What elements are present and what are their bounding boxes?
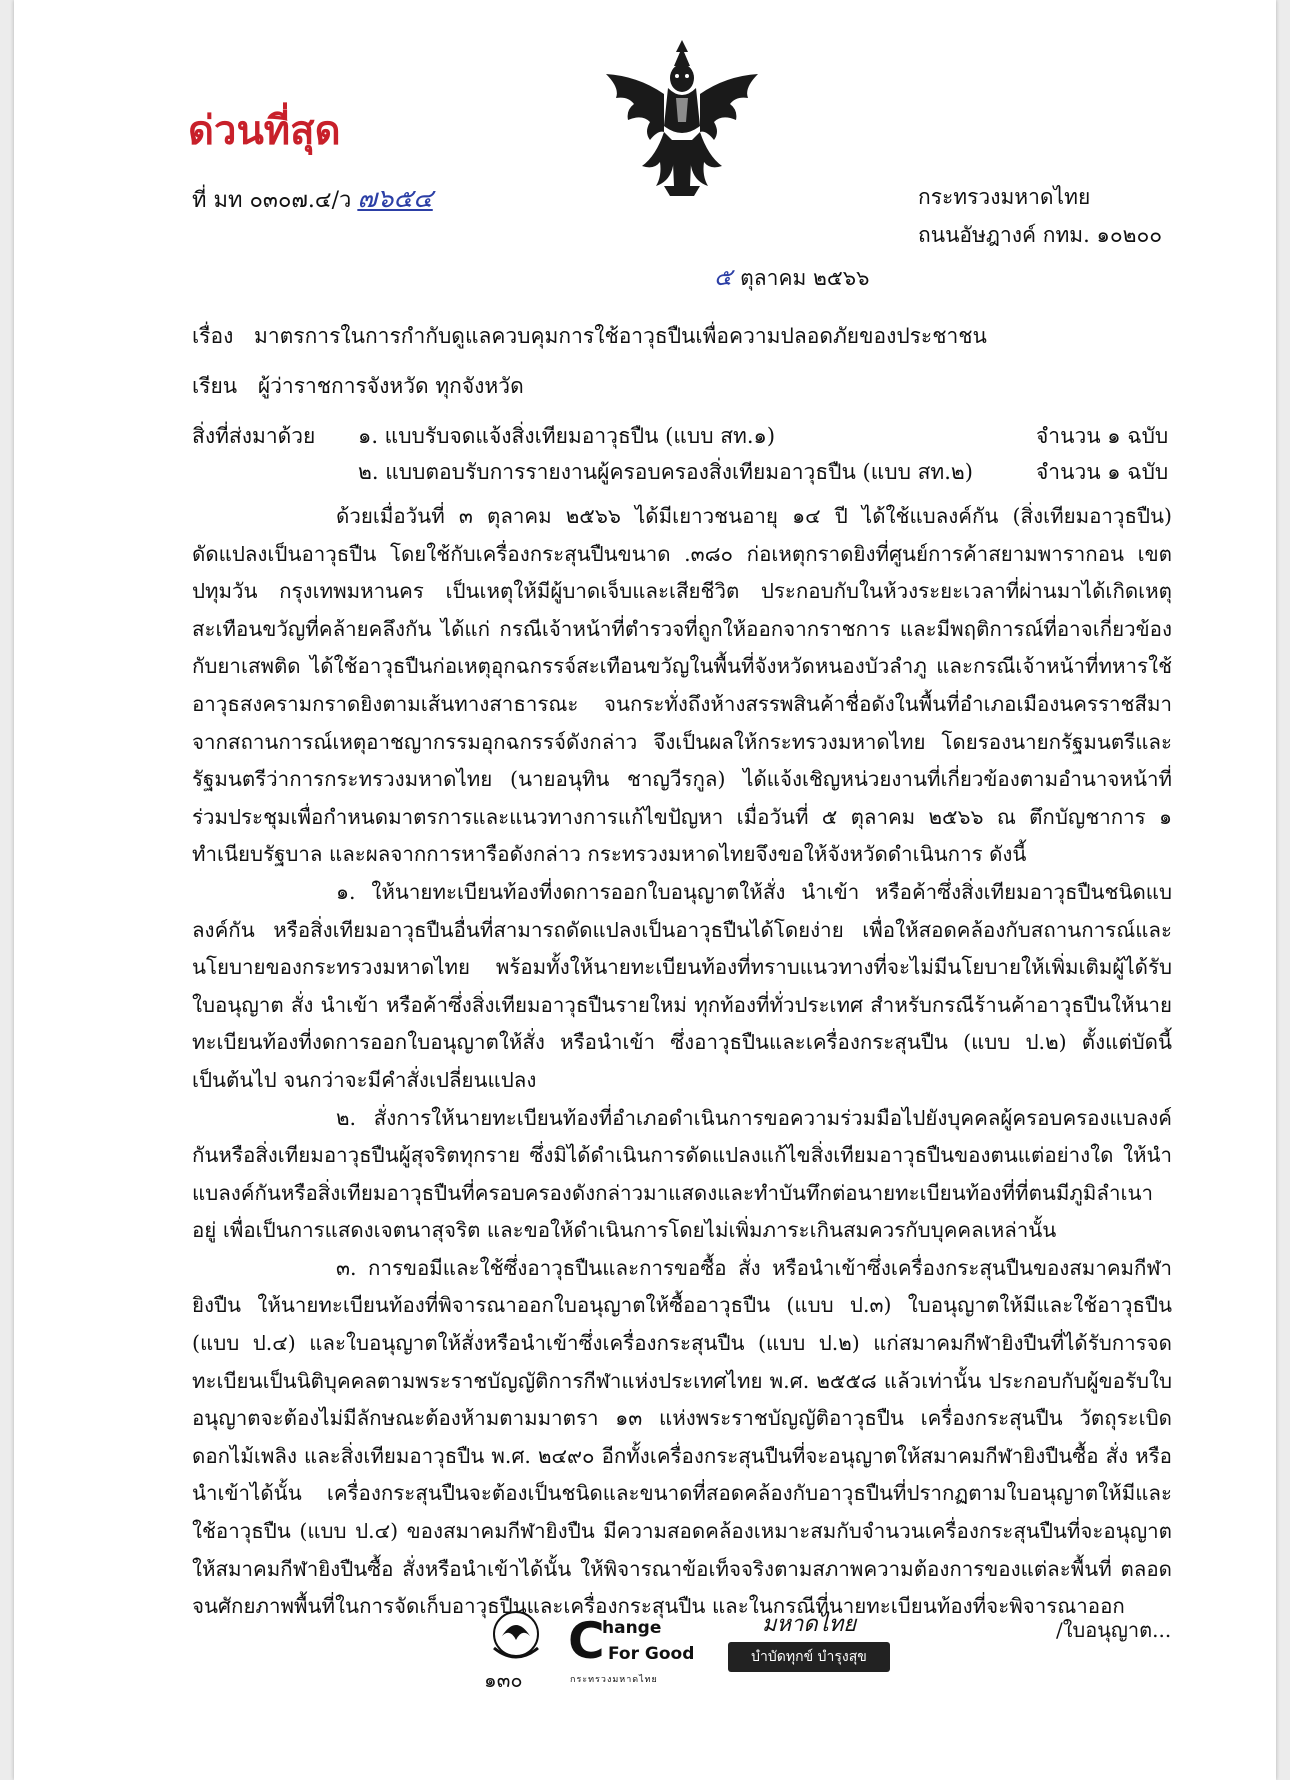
org-name: กระทรวงมหาดไทย [918,185,1091,209]
motto-signature: มหาดไทย [762,1612,857,1637]
body-paragraph-measure-1: ๑. ให้นายทะเบียนท้องที่งดการออกใบอนุญาตให้สั่ง นำเข้า หรือค้าซึ่งสิ่งเทียมอาวุธปืนชนิดแบลงค์กัน หรือสิ่งเทียมอาวุธปืนอื่นที่สามารถดัดแปลงเป็นอาวุธปืนได้โดยง่าย เพื่อให้สอดคล้องกับสถานการณ์และนโยบายของกระทรวงมหาดไทย พร้อมทั้งให้นายทะเบียนท้องที่ทราบแนวทางที่จะไม่มีนโยบายให้เพิ่มเติมผู้ได้รับใบอนุญาต สั่ง นำเข้า หรือค้าซึ่งสิ่งเทียมอาวุธปืนรายใหม่ ทุกท้องที่ทั่วประเทศ สำหรับกรณีร้านค้าอาวุธปืนให้นายทะเบียนท้องที่งดการออกใบอนุญาตให้สั่ง หรือนำเข้า ซึ่งอาวุธปืนและเครื่องกระสุนปืน (แบบ ป.๒) ตั้งแต่บัดนี้เป็นต้นไป จนกว่าจะมีคำสั่งเปลี่ยนแปลง [192,879,1172,1092]
enclosure-quantity: จำนวน ๑ ฉบับ [1036,424,1169,448]
change-for-good-logo [568,1612,698,1684]
subject-label: เรื่อง [192,324,234,348]
change-text: hange [602,1618,662,1638]
enclosure-quantity: จำนวน ๑ ฉบับ [1036,460,1169,484]
body-paragraph-measure-3: ๓. การขอมีและใช้ซึ่งอาวุธปืนและการขอซื้อ สั่ง หรือนำเข้าซึ่งเครื่องกระสุนปืนของสมาคมกีฬายิงปืน ให้นายทะเบียนท้องที่พิจารณาออกใบอนุญาตให้ซื้ออาวุธปืน (แบบ ป.๓) ใบอนุญาตให้มีและใช้อาวุธปืน (แบบ ป.๔) และใบอนุญาตให้สั่งหรือนำเข้าซึ่งเครื่องกระสุนปืน (แบบ ป.๒) แก่สมาคมกีฬายิงปืนที่ได้รับการจดทะเบียนเป็นนิติบุคคลตามพระราชบัญญัติการกีฬาแห่งประเทศไทย พ.ศ. ๒๕๕๘ แล้วเท่านั้น ประกอบกับผู้ขอรับใบอนุญาตจะต้องไม่มีลักษณะต้องห้ามตามมาตรา ๑๓ แห่งพระราชบัญญัติอาวุธปืน เครื่องกระสุนปืน วัตถุระเบิด ดอกไม้เพลิง และสิ่งเทียมอาวุธปืน พ.ศ. ๒๔๙๐ อีกทั้งเครื่องกระสุนปืนที่จะอนุญาตให้สมาคมกีฬายิงปืนซื้อ สั่ง หรือนำเข้าได้นั้น เครื่องกระสุนปืนจะต้องเป็นชนิดและขนาดที่สอดคล้องกับอาวุธปืนที่ปรากฏตามใบอนุญาตให้มีและใช้อาวุธปืน (แบบ ป.๔) ของสมาคมกีฬายิงปืน มีความสอดคล้องเหมาะสมกับจำนวนเครื่องกระสุนปืนที่จะอนุญาตให้สมาคมกีฬายิงปืนซื้อ สั่งหรือนำเข้าได้นั้น ให้พิจารณาข้อเท็จจริงตามสภาพความต้องการของแต่ละพื้นที่ ตลอดจนศักยภาพพื้นที่ในการจัดเก็บอาวุธปืนและเครื่องกระสุนปืน และในกรณีที่นายทะเบียนท้องที่จะพิจารณาออก [192,1255,1172,1619]
reference-prefix: ที่ มท ๐๓๐๗.๔/ว [192,188,352,213]
org-address: ถนนอัษฎางค์ กทม. ๑๐๒๐๐ [918,223,1163,247]
continued-marker: /ใบอนุญาต... [1056,1618,1172,1642]
enclosure-item: ๑. แบบรับจดแจ้งสิ่งเทียมอาวุธปืน (แบบ สท.๑) [358,424,776,448]
reference-number [192,178,433,219]
subject-line [192,320,987,353]
date-month-year: ตุลาคม ๒๕๖๖ [740,266,870,290]
body-paragraph-measure-2: ๒. สั่งการให้นายทะเบียนท้องที่อำเภอดำเนินการขอความร่วมมือไปยังบุคคลผู้ครอบครองแบลงค์กันหรือสิ่งเทียมอาวุธปืนผู้สุจริตทุกราย ซึ่งมิได้ดำเนินการดัดแปลงแก้ไขสิ่งเทียมอาวุธปืนของตนแต่อย่างใด ให้นำแบลงค์กันหรือสิ่งเทียมอาวุธปืนที่ครอบครองดังกล่าวมาแสดงและทำบันทึกต่อนายทะเบียนท้องที่ที่ตนมีภูมิลำเนาอยู่ เพื่อเป็นการแสดงเจตนาสุจริต และขอให้ดำเนินการโดยไม่เพิ่มภาระเกินสมควรกับบุคคลเหล่านั้น [192,1105,1172,1243]
body-paragraph-intro: ด้วยเมื่อวันที่ ๓ ตุลาคม ๒๕๖๖ ได้มีเยาวชนอายุ ๑๔ ปี ได้ใช้แบลงค์กัน (สิ่งเทียมอาวุธปืน) ดัดแปลงเป็นอาวุธปืน โดยใช้กับเครื่องกระสุนปืนขนาด .๓๘๐ ก่อเหตุกราดยิงที่ศูนย์การค้าสยามพารากอน เขตปทุมวัน กรุงเทพมหานคร เป็นเหตุให้มีผู้บาดเจ็บและเสียชีวิต ประกอบกับในห้วงระยะเวลาที่ผ่านมาได้เกิดเหตุสะเทือนขวัญที่คล้ายคลึงกัน ได้แก่ กรณีเจ้าหน้าที่ตำรวจที่ถูกให้ออกจากราชการ และมีพฤติการณ์ที่อาจเกี่ยวข้องกับยาเสพติด ได้ใช้อาวุธปืนก่อเหตุอุกฉกรรจ์สะเทือนขวัญในพื้นที่จังหวัดหนองบัวลำภู และกรณีเจ้าหน้าที่ทหารใช้อาวุธสงครามกราดยิงตามเส้นทางสาธารณะ จนกระทั่งถึงห้างสรรพสินค้าชื่อดังในพื้นที่อำเภอเมืองนครราชสีมา จากสถานการณ์เหตุอาชญากรรมอุกฉกรรจ์ดังกล่าว จึงเป็นผลให้กระทรวงมหาดไทย โดยรองนายกรัฐมนตรีและรัฐมนตรีว่าการกระทรวงมหาดไทย (นายอนุทิน ชาญวีรกูล) ได้แจ้งเชิญหน่วยงานที่เกี่ยวข้องตามอำนาจหน้าที่ร่วมประชุมเพื่อกำหนดมาตรการและแนวทางการแก้ไขปัญหา เมื่อวันที่ ๕ ตุลาคม ๒๕๖๖ ณ ตึกบัญชาการ ๑ ทำเนียบรัฐบาล และผลจากการหารือดังกล่าว กระทรวงมหาดไทยจึงขอให้จังหวัดดำเนินการ ดังนี้ [192,504,1172,867]
enclosure-label: สิ่งที่ส่งมาด้วย [192,424,316,448]
subject-text: มาตรการในการกำกับดูแลควบคุมการใช้อาวุธปืนเพื่อความปลอดภัยของประชาชน [254,324,987,348]
recipient-line [192,370,524,403]
motto-ribbon: บำบัดทุกข์ บำรุงสุข [728,1642,890,1672]
sender-block [918,178,1162,254]
change-c-icon: C [568,1612,605,1670]
garuda-emblem [598,36,766,211]
reference-handwritten: ๗๖๕๔ [357,184,433,214]
enclosure-item: ๒. แบบตอบรับการรายงานผู้ครอบครองสิ่งเทียมอาวุธปืน (แบบ สท.๒) [358,460,973,484]
letter-body [192,498,1172,1626]
ministry-motto-logo [722,1606,898,1684]
document-page [14,0,1276,1780]
date-day-handwritten: ๕ [714,263,733,291]
urgent-stamp: ด่วนที่สุด [188,108,341,154]
ministry-caption: กระทรวงมหาดไทย [570,1675,658,1685]
for-good-text: For Good [608,1644,695,1664]
anniversary-130-text: ๑๓๐ [484,1668,523,1692]
recipient-label: เรียน [192,374,238,398]
recipient-text: ผู้ว่าราชการจังหวัด ทุกจังหวัด [257,374,524,398]
letter-date [714,257,869,296]
